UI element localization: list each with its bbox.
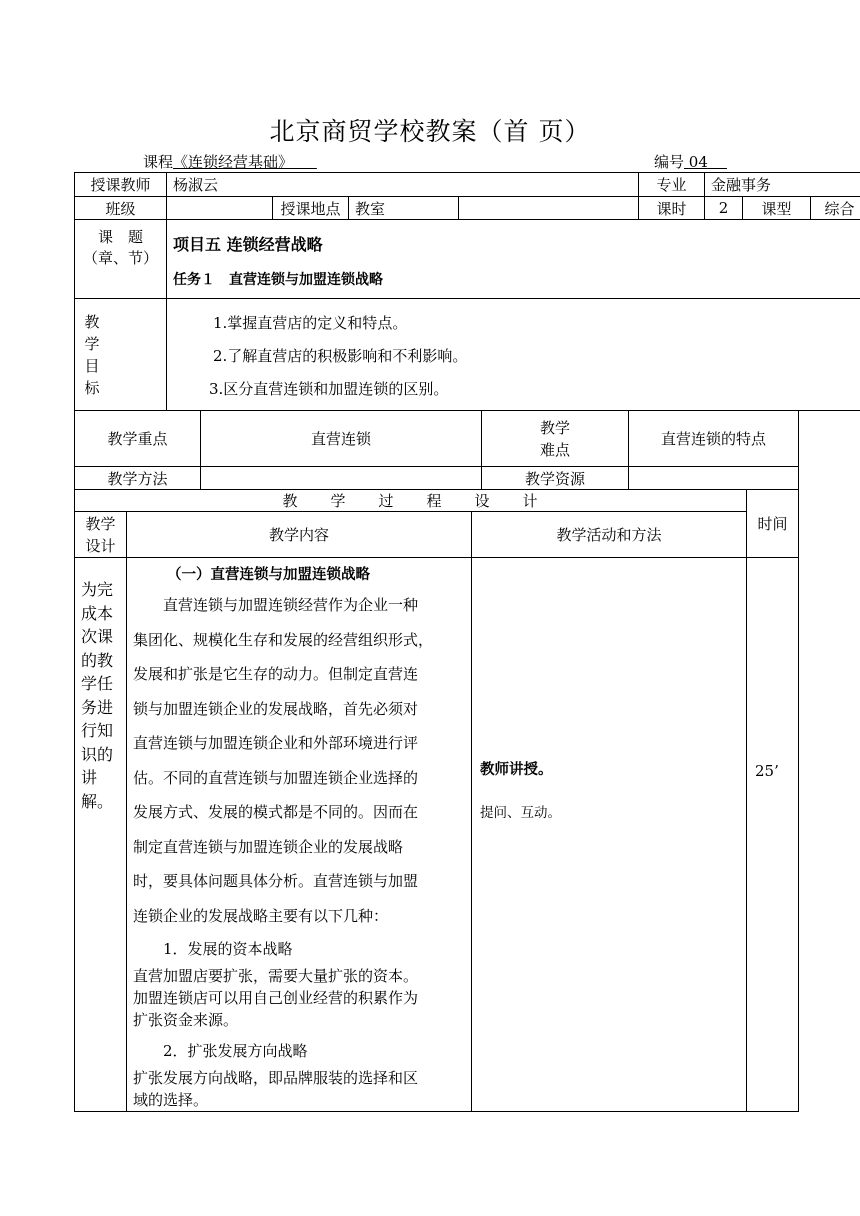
class-label: 班级 [75, 197, 167, 220]
goal-item: 1.掌握直营店的定义和特点。 [213, 314, 408, 332]
subsection-2-text [133, 1067, 465, 1111]
document-title: 北京商贸学校教案（首 页） [269, 117, 591, 146]
hours-value: 2 [705, 197, 743, 220]
content-column-header: 教学内容 [127, 512, 472, 558]
paragraph-line: 直营连锁与加盟连锁企业和外部环境进行评 [133, 734, 419, 752]
method-label: 教学方法 [75, 467, 201, 490]
topic-project: 项目五 连锁经营战略 [173, 235, 323, 254]
paragraph-line: 锁与加盟连锁企业的发展战略，首先必须对 [133, 699, 419, 718]
design-column-header: 教学 设计 [75, 512, 127, 558]
subsection-2-title: 2．扩张发展方向战略 [163, 1042, 308, 1060]
major-value: 金融事务 [705, 173, 860, 197]
number-line [654, 151, 727, 172]
topic-label-line2: （章、节） [82, 249, 158, 267]
time-column-header: 时间 [747, 490, 799, 558]
key-point-value: 直营连锁 [201, 411, 482, 467]
subsection-2-line: 域的选择。 [133, 1091, 209, 1109]
design-text-line: 学任 [81, 674, 114, 693]
section-title: （一）直营连锁与加盟连锁战略 [167, 567, 370, 583]
major-label: 专业 [639, 173, 705, 197]
resource-value [629, 467, 799, 490]
method-value [201, 467, 482, 490]
goal-item: 3.区分直营连锁和加盟连锁的区别。 [209, 380, 449, 398]
paragraph-line: 时，要具体问题具体分析。直营连锁与加盟 [133, 872, 419, 890]
class-value [167, 197, 273, 220]
topic-task: 任务１ 直营连锁与加盟连锁战略 [173, 272, 383, 288]
section-paragraph [133, 588, 465, 933]
subsection-1-title: 1．发展的资本战略 [163, 940, 293, 958]
location-label: 授课地点 [273, 197, 349, 220]
course-label: 课程 [143, 153, 174, 171]
number-value: 04 [688, 153, 708, 171]
process-header: 教 学 过 程 设 计 [75, 490, 747, 512]
goals-label-char: 标 [84, 378, 100, 397]
info-table [74, 172, 860, 411]
subsection-2-line: 扩张发展方向战略，即品牌服装的选择和区 [133, 1069, 419, 1087]
focus-table [74, 410, 799, 490]
activity-lecture: 教师讲授。 [480, 762, 553, 778]
goals-label-char: 教 [84, 312, 100, 331]
difficulty-label: 教学 难点 [482, 411, 629, 467]
subsection-1-line: 加盟连锁店可以用自己创业经营的积累作为 [133, 989, 419, 1007]
goals-label-char: 目 [84, 356, 100, 375]
paragraph-line: 连锁企业的发展战略主要有以下几种： [133, 906, 389, 925]
goal-item: 2.了解直营店的积极影响和不利影响。 [213, 347, 468, 365]
time-cell: 25’ [747, 558, 799, 1112]
paragraph-line: 直营连锁与加盟连锁经营作为企业一种 [163, 596, 419, 614]
content-cell [127, 558, 472, 1112]
activity-interaction: 提问、互动。 [480, 805, 561, 821]
goals-list [167, 299, 860, 411]
design-text-line: 解。 [81, 791, 114, 811]
subsection-1-line: 直营加盟店要扩张，需要大量扩张的资本。 [133, 967, 419, 985]
type-value: 综合 [811, 197, 860, 220]
activity-cell [472, 558, 747, 1112]
subsection-1-text [133, 965, 465, 1031]
course-value: 《连锁经营基础》 [173, 153, 294, 171]
resource-label: 教学资源 [482, 467, 629, 490]
paragraph-line: 估。不同的直营连锁与加盟连锁企业选择的 [133, 768, 419, 787]
topic-label [75, 220, 167, 299]
design-text-line: 成本 [81, 603, 114, 623]
paragraph-line: 发展方式、发展的模式都是不同的。因而在 [133, 803, 419, 821]
topic-label-line1: 课 题 [97, 228, 143, 246]
design-text-line: 务进 [81, 697, 114, 717]
type-label: 课型 [743, 197, 811, 220]
design-text-line: 次课 [81, 627, 114, 646]
design-text [75, 558, 127, 1112]
paragraph-line: 制定直营连锁与加盟连锁企业的发展战略 [133, 837, 404, 856]
goals-label-char: 学 [84, 334, 100, 353]
teacher-value: 杨淑云 [167, 173, 639, 197]
design-text-line: 讲 [81, 768, 98, 787]
course-line [143, 151, 317, 172]
activity-column-header: 教学活动和方法 [472, 512, 747, 558]
paragraph-line: 发展和扩张是它生存的动力。但制定直营连 [133, 665, 419, 683]
subsection-1-line: 扩张资金来源。 [133, 1011, 239, 1029]
design-text-line: 为完 [81, 580, 114, 599]
location-value: 教室 [349, 197, 459, 220]
hours-label: 课时 [639, 197, 705, 220]
number-label: 编号 [654, 153, 685, 171]
topic-value [167, 220, 860, 299]
goals-label [75, 299, 167, 411]
difficulty-value: 直营连锁的特点 [629, 411, 799, 467]
design-text-line: 行知 [81, 721, 114, 740]
blank-cell [459, 197, 639, 220]
key-point-label: 教学重点 [75, 411, 201, 467]
design-text-line: 的教 [81, 650, 114, 670]
teacher-label: 授课教师 [75, 173, 167, 197]
process-table [74, 489, 799, 1112]
paragraph-line: 集团化、规模化生存和发展的经营组织形式， [133, 630, 434, 649]
design-text-line: 识的 [81, 744, 114, 764]
